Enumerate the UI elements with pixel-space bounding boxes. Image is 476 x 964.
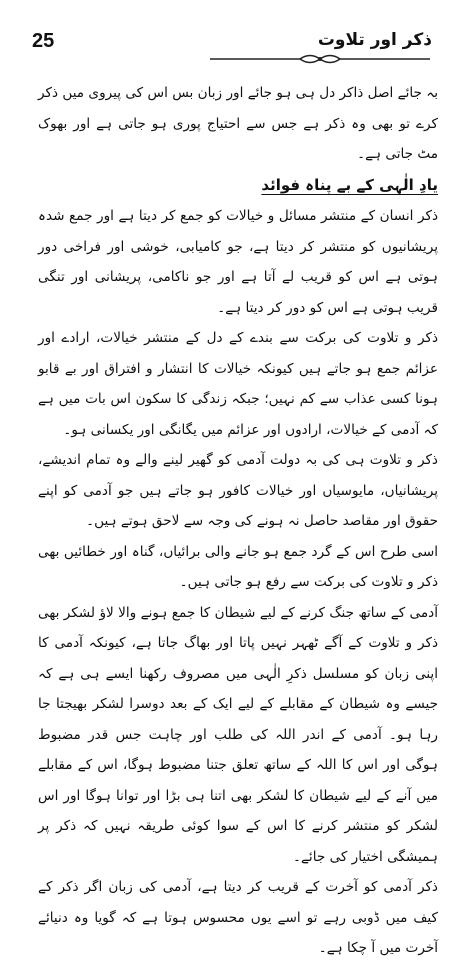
decorative-divider-icon: [210, 52, 430, 66]
running-title: ذکر اور تلاوت: [317, 30, 432, 50]
paragraph: ذکر و تلاوت کی برکت سے بندے کے دل کے منتشر خیالات، ارادے اور عزائم جمع ہو جاتے ہیں کیونکہ خیالات کا انتشار و افتراق اور بے قابو ہونا کسی عذاب سے کم نہیں؛ جبکہ زندگی کا سکون اس بات میں ہے کہ آدمی کے خیالات، ارادوں اور عزائم میں یگانگی اور یکسانی ہو۔: [38, 330, 438, 438]
paragraph: ذکر آدمی کو آخرت کے قریب کر دیتا ہے، آدمی کی زبان اگر ذکر کے کیف میں ڈوبی رہے تو اسے یوں محسوس ہوتا ہے کہ گویا وہ دنیائے آخرت میں آ چکا ہے۔: [38, 879, 438, 956]
paragraph: اسی طرح اس کے گرد جمع ہو جانے والی برائیاں، گناہ اور خطائیں بھی ذکر و تلاوت کی برکت سے رفع ہو جاتی ہیں۔: [38, 543, 438, 590]
page-number: 25: [32, 30, 55, 52]
paragraph: ذکر و تلاوت ہی کی بہ دولت آدمی کو گھیر لینے والے وہ تمام اندیشے، پریشانیاں، مایوسیاں اور خیالات کافور ہو جاتے ہیں جو آدمی کو اپنے حقوق اور مقاصد حاصل نہ ہونے کی وجہ سے لاحق ہوتے ہیں۔: [38, 452, 438, 529]
section-heading: یادِ الٰہی کے بے پناہ فوائد: [261, 175, 438, 194]
paragraph: آدمی کے ساتھ جنگ کرنے کے لیے شیطان کا جمع ہونے والا لاؤ لشکر بھی ذکر و تلاوت کے آگے ٹھہر نہیں پاتا اور بھاگ جاتا ہے، کیونکہ آدمی کا اپنی زبان کو مسلسل ذکرِ الٰہی میں مصروف رکھنا ایسے ہی ہے کہ جیسے وہ شیطان کے مقابلے کے لیے ایک کے بعد دوسرا لشکر بھیجتا جا رہا ہو۔ آدمی کے اندر اللہ کی طلب اور چاہت جس قدر مضبوط ہوگی اور اس کا اللہ کے ساتھ تعلق جتنا مضبوط ہوگا، اس کے مقابلے میں آنے کے لیے شیطان کا لشکر بھی اتنا ہی بڑا اور توانا ہوگا اور اس لشکر کو منتشر کرنے کا اس کے سوا کوئی طریقہ نہیں کہ ذکر پر ہمیشگی اختیار کی جائے۔: [38, 604, 438, 865]
paragraph: ذکر انسان کے منتشر مسائل و خیالات کو جمع کر دیتا ہے اور جمع شدہ پریشانیوں کو منتشر کر دیتا ہے، جو کامیابی، خوشی اور فراخی دور ہوتی ہے اس کو قریب لے آتا ہے اور جو ناکامی، پریشانی اور تنگی قریب ہوتی ہے اس کو دور کر دیتا ہے۔: [38, 208, 438, 316]
paragraph: بہ جائے اصل ذاکر دل ہی ہو جائے اور زبان بس اس کی پیروی میں ذکر کرے تو بھی وہ ذکر ہے جس سے احتیاج پوری ہو جاتی ہے اور بھوک مٹ جاتی ہے۔: [38, 85, 438, 162]
page-body: [38, 78, 438, 964]
